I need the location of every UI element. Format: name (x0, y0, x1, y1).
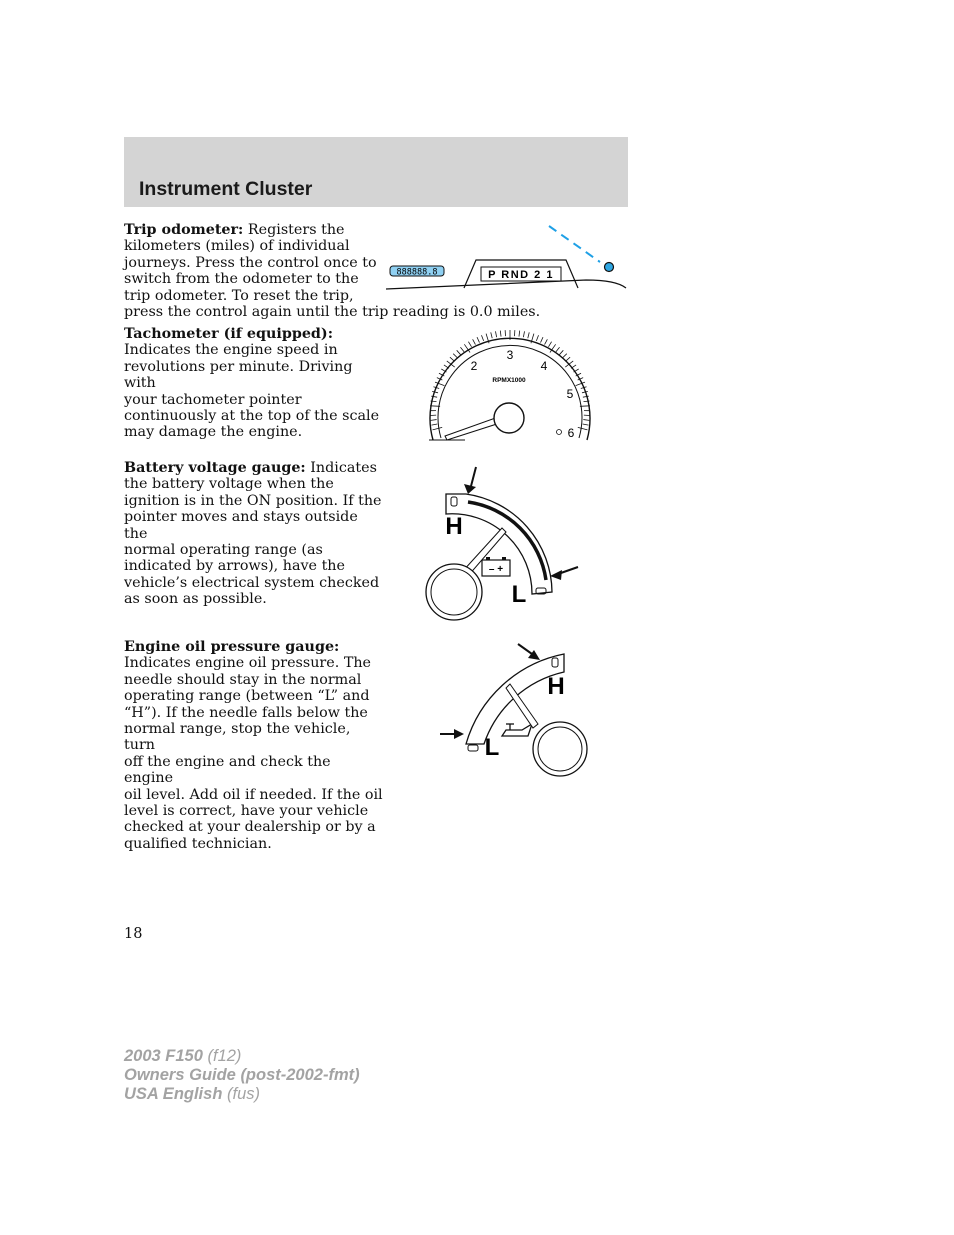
tach-tick (477, 337, 479, 342)
battery-line: the battery voltage when the (124, 476, 334, 493)
high-label: H (445, 513, 463, 540)
tach-label-2: 2 (470, 359, 478, 373)
oil-line: level is correct, have your vehicle (124, 803, 369, 820)
odometer-figure (386, 222, 630, 294)
tach-tick (433, 427, 443, 429)
tach-tick (559, 350, 563, 354)
footer-language: USA English (124, 1085, 223, 1103)
trip-line: kilometers (miles) of individual (124, 238, 350, 255)
tach-heading: Tachometer (if equipped): (124, 326, 333, 342)
tach-line: your tachometer pointer (124, 391, 302, 408)
battery-line: as soon as possible. (124, 591, 267, 608)
battery-line: pointer moves and stays outside the (124, 509, 358, 542)
trip-line: Registers the (247, 222, 345, 238)
tach-tick (528, 332, 529, 338)
high-label: H (547, 673, 565, 700)
footer-model-code: (f12) (202, 1047, 242, 1065)
arrow-icon (550, 570, 562, 580)
tach-tick (519, 331, 520, 337)
section-title: Instrument Cluster (139, 178, 313, 200)
tach-tick (431, 420, 437, 421)
oil-line: operating range (between “L” and (124, 688, 370, 705)
battery-line: normal operating range (as (124, 542, 323, 559)
tach-tick (473, 339, 476, 344)
oil-line: “H”). If the needle falls below the (124, 704, 368, 721)
tachometer-text (124, 326, 384, 441)
trip-line: trip odometer. To reset the trip, (124, 287, 354, 304)
oil-pressure-text (124, 639, 384, 852)
battery-line: indicated by arrows), have the (124, 558, 345, 575)
reset-button-icon[interactable] (605, 263, 614, 272)
tach-tick (578, 427, 588, 429)
footer-guide: Owners Guide (post-2002-fmt) (124, 1066, 360, 1084)
tach-tick (583, 424, 589, 425)
tach-line: may damage the engine. (124, 424, 303, 441)
pointer-arrow (549, 226, 600, 262)
low-label: L (484, 734, 500, 761)
tach-tick (431, 396, 437, 397)
tach-tick (523, 331, 524, 337)
footer-model: 2003 F150 (124, 1047, 203, 1065)
tach-line: revolutions per minute. Driving with (124, 358, 353, 392)
tach-tick (556, 347, 560, 352)
tach-tick (563, 354, 567, 358)
tach-tick (496, 331, 497, 337)
tach-tick (460, 347, 464, 352)
trip-line: journeys. Press the control once to (124, 254, 377, 271)
battery-text (124, 460, 384, 608)
tach-label-6: 6 (567, 426, 575, 440)
tach-tick (481, 335, 483, 341)
document-footer (124, 1047, 360, 1104)
tach-label-5: 5 (566, 387, 574, 401)
battery-line: Indicates (310, 460, 377, 476)
oil-gauge-figure (436, 640, 588, 780)
tach-tick (450, 357, 455, 361)
tach-label-3: 3 (506, 348, 514, 362)
tach-tick (536, 335, 538, 341)
tachometer-figure (425, 330, 595, 444)
tach-tick (468, 342, 471, 347)
tach-tick (548, 342, 551, 347)
odometer-digits: 888888.8 (396, 267, 438, 278)
tach-tick (545, 339, 548, 344)
page-number: 18 (124, 926, 143, 942)
tach-label-4: 4 (540, 359, 548, 373)
trip-heading: Trip odometer: (124, 222, 244, 238)
tach-tick (583, 396, 589, 397)
oil-line: off the engine and check the engine (124, 753, 331, 787)
tach-hub (494, 403, 524, 433)
oil-can-icon (502, 724, 532, 736)
oil-line: Indicates engine oil pressure. The (124, 655, 372, 672)
oil-line: checked at your dealership or by a (124, 819, 376, 836)
low-label: L (511, 581, 527, 608)
battery-heading: Battery voltage gauge: (124, 460, 306, 476)
oil-heading: Engine oil pressure gauge: (124, 639, 340, 655)
gear-indicator: P RND 2 1 (488, 269, 554, 281)
tach-tick (431, 424, 437, 425)
trip-line: press the control again until the trip reading is 0.0 miles. (124, 304, 541, 321)
battery-gauge-figure (418, 462, 582, 624)
arrow-icon (454, 729, 464, 739)
tach-tick (457, 350, 461, 354)
tach-tick (491, 332, 492, 338)
oil-line: normal range, stop the vehicle, turn (124, 721, 351, 754)
battery-line: ignition is in the ON position. If the (124, 492, 382, 509)
tach-tick (453, 354, 457, 358)
battery-line: vehicle’s electrical system checked (124, 574, 380, 591)
oil-line: oil level. Add oil if needed. If the oil (124, 786, 383, 803)
tach-tick (500, 331, 501, 337)
trip-line: switch from the odometer to the (124, 271, 359, 288)
battery-symbol: – + (488, 564, 504, 575)
tach-line: continuously at the top of the scale (124, 408, 380, 425)
oil-line: needle should stay in the normal (124, 671, 362, 688)
tach-tick (541, 337, 543, 342)
section-header (124, 137, 628, 207)
tach-line: Indicates the engine speed in (124, 342, 338, 359)
tach-unit-label: RPMX1000 (492, 377, 526, 384)
tach-tick (430, 406, 440, 407)
tach-tick (566, 357, 571, 361)
tach-tick (583, 420, 589, 421)
oil-line: qualified technician. (124, 835, 272, 852)
tach-tick (580, 406, 590, 407)
footer-language-code: (fus) (222, 1085, 260, 1103)
arrow-icon (464, 484, 476, 494)
